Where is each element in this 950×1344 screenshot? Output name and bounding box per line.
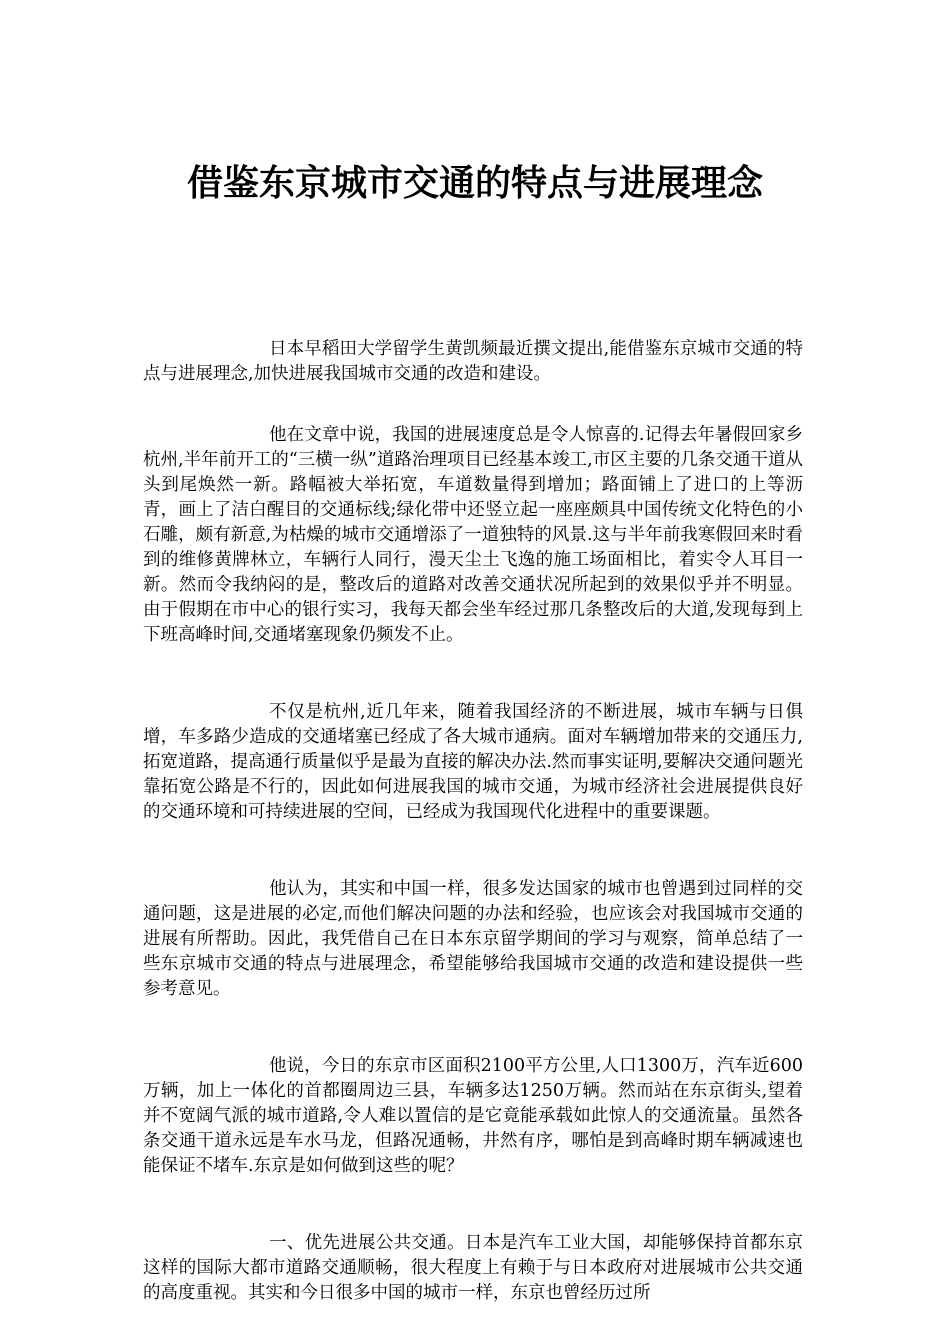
paragraph-5: 他说，今日的东京市区面积2100平方公里,人口1300万，汽车近600万辆，加上一体化的首都圈周边三县，车辆多达1250万辆。然而站在东京街头,望着并不宽阔气派的城市道路,令人难以置信的是它竟能承载如此惊人的交通流量。虽然各条交通干道永远是车水马龙，但路况通畅，井然有序，哪怕是到高峰时期车辆减速也能保证不堵车.东京是如何做到这些的呢？ bbox=[143, 1056, 803, 1176]
paragraph-4: 他认为，其实和中国一样，很多发达国家的城市也曾遇到过同样的交通问题，这是进展的必定,而他们解决问题的办法和经验，也应该会对我国城市交通的进展有所帮助。因此，我凭借自己在日本东京留学期间的学习与观察，简单总结了一些东京城市交通的特点与进展理念，希望能够给我国城市交通的改造和建设提供一些参考意见。 bbox=[143, 879, 803, 999]
document-title: 借鉴东京城市交通的特点与进展理念 bbox=[186, 162, 763, 204]
paragraph-6: 一、优先进展公共交通。日本是汽车工业大国，却能够保持首都东京这样的国际大都市道路交通顺畅，很大程度上有赖于与日本政府对进展城市公共交通的高度重视。其实和今日很多中国的城市一样，东京也曾经历过所 bbox=[143, 1233, 803, 1303]
paragraph-3: 不仅是杭州,近几年来，随着我国经济的不断进展，城市车辆与日俱增，车多路少造成的交通堵塞已经成了各大城市通病。面对车辆增加带来的交通压力,拓宽道路，提高通行质量似乎是最为直接的解决办法.然而事实证明,要解决交通问题光靠拓宽公路是不行的，因此如何进展我国的城市交通，为城市经济社会进展提供良好的交通环境和可持续进展的空间，已经成为我国现代化进程中的重要课题。 bbox=[143, 702, 803, 822]
paragraph-1: 日本早稻田大学留学生黄凯频最近撰文提出,能借鉴东京城市交通的特点与进展理念,加快进展我国城市交通的改造和建设。 bbox=[143, 339, 803, 384]
document-body bbox=[143, 337, 803, 1344]
paragraph-2: 他在文章中说，我国的进展速度总是令人惊喜的.记得去年暑假回家乡杭州,半年前开工的“三横一纵”道路治理项目已经基本竣工,市区主要的几条交通干道从头到尾焕然一新。路幅被大举拓宽，车道数量得到增加；路面铺上了进口的上等沥青，画上了洁白醒目的交通标线;绿化带中还竖立起一座座颇具中国传统文化特色的小石雕，颇有新意,为枯燥的城市交通增添了一道独特的风景.这与半年前我寒假回来时看到的维修黄牌林立，车辆行人同行，漫天尘土飞逸的施工场面相比，着实令人耳目一新。然而令我纳闷的是，整改后的道路对改善交通状况所起到的效果似乎并不明显。由于假期在市中心的银行实习，我每天都会坐车经过那几条整改后的大道,发现每到上下班高峰时间,交通堵塞现象仍频发不止。 bbox=[143, 425, 803, 645]
